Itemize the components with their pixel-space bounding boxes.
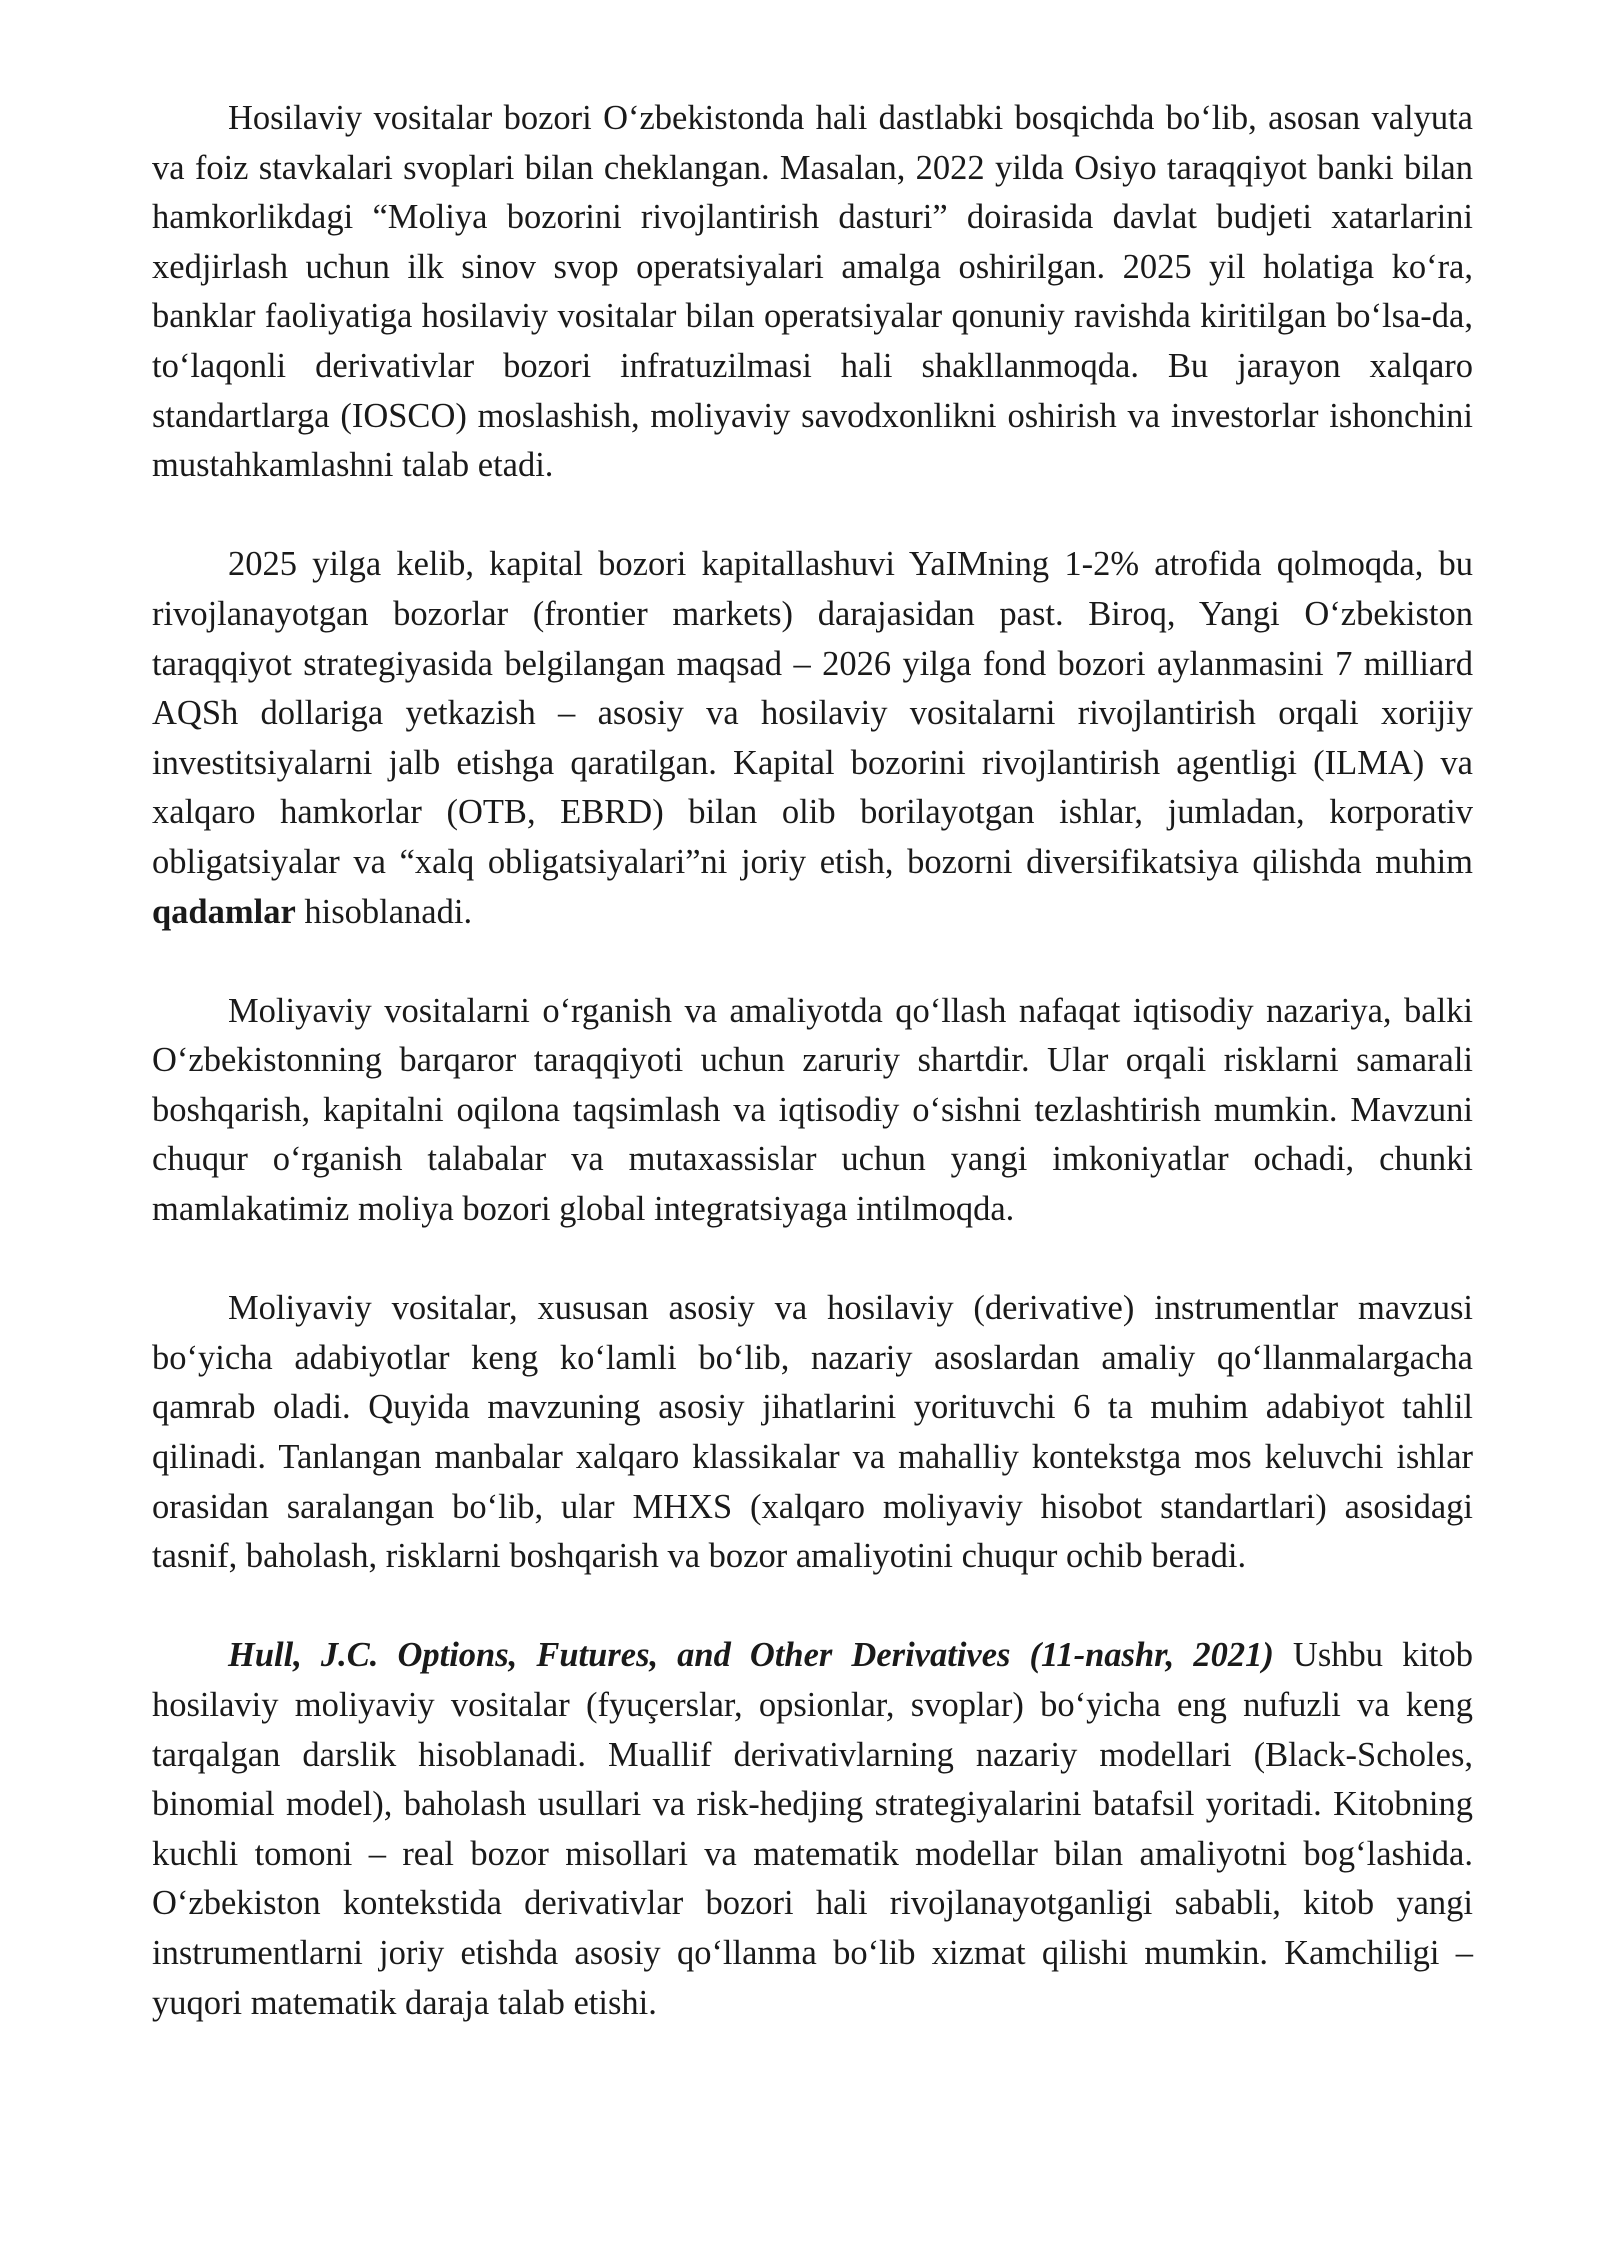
- bold-phrase: qadamlar: [152, 892, 296, 931]
- reference-title: Hull, J.C. Options, Futures, and Other Derivatives (11-nashr, 2021): [228, 1636, 1274, 1675]
- paragraph-text: Moliyaviy vositalar, xususan asosiy va hosilaviy (derivative) instrumentlar mavzusi bo‘yicha adabiyotlar keng ko‘lamli bo‘lib, nazariy asoslardan amaliy qo‘llanmalargacha qamrab oladi. Quyida mavzuning asosiy jihatlarini yorituvchi 6 ta muhim adabiyot tahlil qilinadi. Tanlangan manbalar xalqaro klassikalar va mahalliy kontekstga mos keluvchi ishlar orasidan saralangan bo‘lib, ular MHXS (xalqaro moliyaviy hisobot standartlari) asosidagi tasnif, baholash, risklarni boshqarish va bozor amaliyotini chuqur ochib beradi.: [152, 1289, 1473, 1576]
- paragraph-text: 2025 yilga kelib, kapital bozori kapitallashuvi YaIMning 1-2% atrofida qolmoqda, bu rivojlanayotgan bozorlar (frontier markets) darajasidan past. Biroq, Yangi O‘zbekiston taraqqiyot strategiyasida belgilangan maqsad – 2026 yilga fond bozori aylanmasini 7 milliard AQSh dollariga yetkazish – asosiy va hosilaviy vositalarni rivojlantirish orqali xorijiy investitsiyalarni jalb etishga qaratilgan. Kapital bozorini rivojlantirish agentligi (ILMA) va xalqaro hamkorlar (OTB, EBRD) bilan olib borilayotgan ishlar, jumladan, korporativ obligatsiyalar va “xalq obligatsiyalari”ni joriy etish, bozorni diversifikatsiya qilishda muhim: [152, 545, 1473, 881]
- paragraph-hull-review: [152, 1631, 1473, 2028]
- paragraph-text-end: hisoblanadi.: [295, 892, 473, 931]
- paragraph-literature-overview: [152, 1284, 1473, 1582]
- paragraph-financial-instruments-study: [152, 987, 1473, 1235]
- paragraph-text: Hosilaviy vositalar bozori O‘zbekistonda hali dastlabki bosqichda bo‘lib, asosan valyuta va foiz stavkalari svoplari bilan cheklangan. Masalan, 2022 yilda Osiyo taraqqiyot banki bilan hamkorlikdagi “Moliya bozorini rivojlantirish dasturi” doirasida davlat budjeti xatarlarini xedjirlash uchun ilk sinov svop operatsiyalari amalga oshirilgan. 2025 yil holatiga ko‘ra, banklar faoliyatiga hosilaviy vositalar bilan operatsiyalar qonuniy ravishda kiritilgan bo‘lsa-da, to‘laqonli derivativlar bozori infratuzilmasi hali shakllanmoqda. Bu jarayon xalqaro standartlarga (IOSCO) moslashish, moliyaviy savodxonlikni oshirish va investorlar ishonchini mustahkamlashni talab etadi.: [152, 99, 1473, 485]
- paragraph-text: Ushbu kitob hosilaviy moliyaviy vositalar (fyuçerslar, opsionlar, svoplar) bo‘yicha eng nufuzli va keng tarqalgan darslik hisoblanadi. Muallif derivativlarning nazariy modellari (Black-Scholes, binomial model), baholash usullari va risk-hedjing strategiyalarini batafsil yoritadi. Kitobning kuchli tomoni – real bozor misollari va matematik modellar bilan amaliyotni bog‘lashida. O‘zbekiston kontekstida derivativlar bozori hali rivojlanayotganligi sababli, kitob yangi instrumentlarni joriy etishda asosiy qo‘llanma bo‘lib xizmat qilishi mumkin. Kamchiligi – yuqori matematik daraja talab etishi.: [152, 1636, 1474, 2022]
- paragraph-capital-market: [152, 540, 1473, 937]
- paragraph-text: Moliyaviy vositalarni o‘rganish va amaliyotda qo‘llash nafaqat iqtisodiy nazariya, balki O‘zbekistonning barqaror taraqqiyoti uchun zaruriy shartdir. Ular orqali risklarni samarali boshqarish, kapitalni oqilona taqsimlash va iqtisodiy o‘sishni tezlashtirish mumkin. Mavzuni chuqur o‘rganish talabalar va mutaxassislar uchun yangi imkoniyatlar ochadi, chunki mamlakatimiz moliya bozori global integratsiyaga intilmoqda.: [152, 991, 1473, 1229]
- paragraph-derivatives-market: [152, 94, 1473, 491]
